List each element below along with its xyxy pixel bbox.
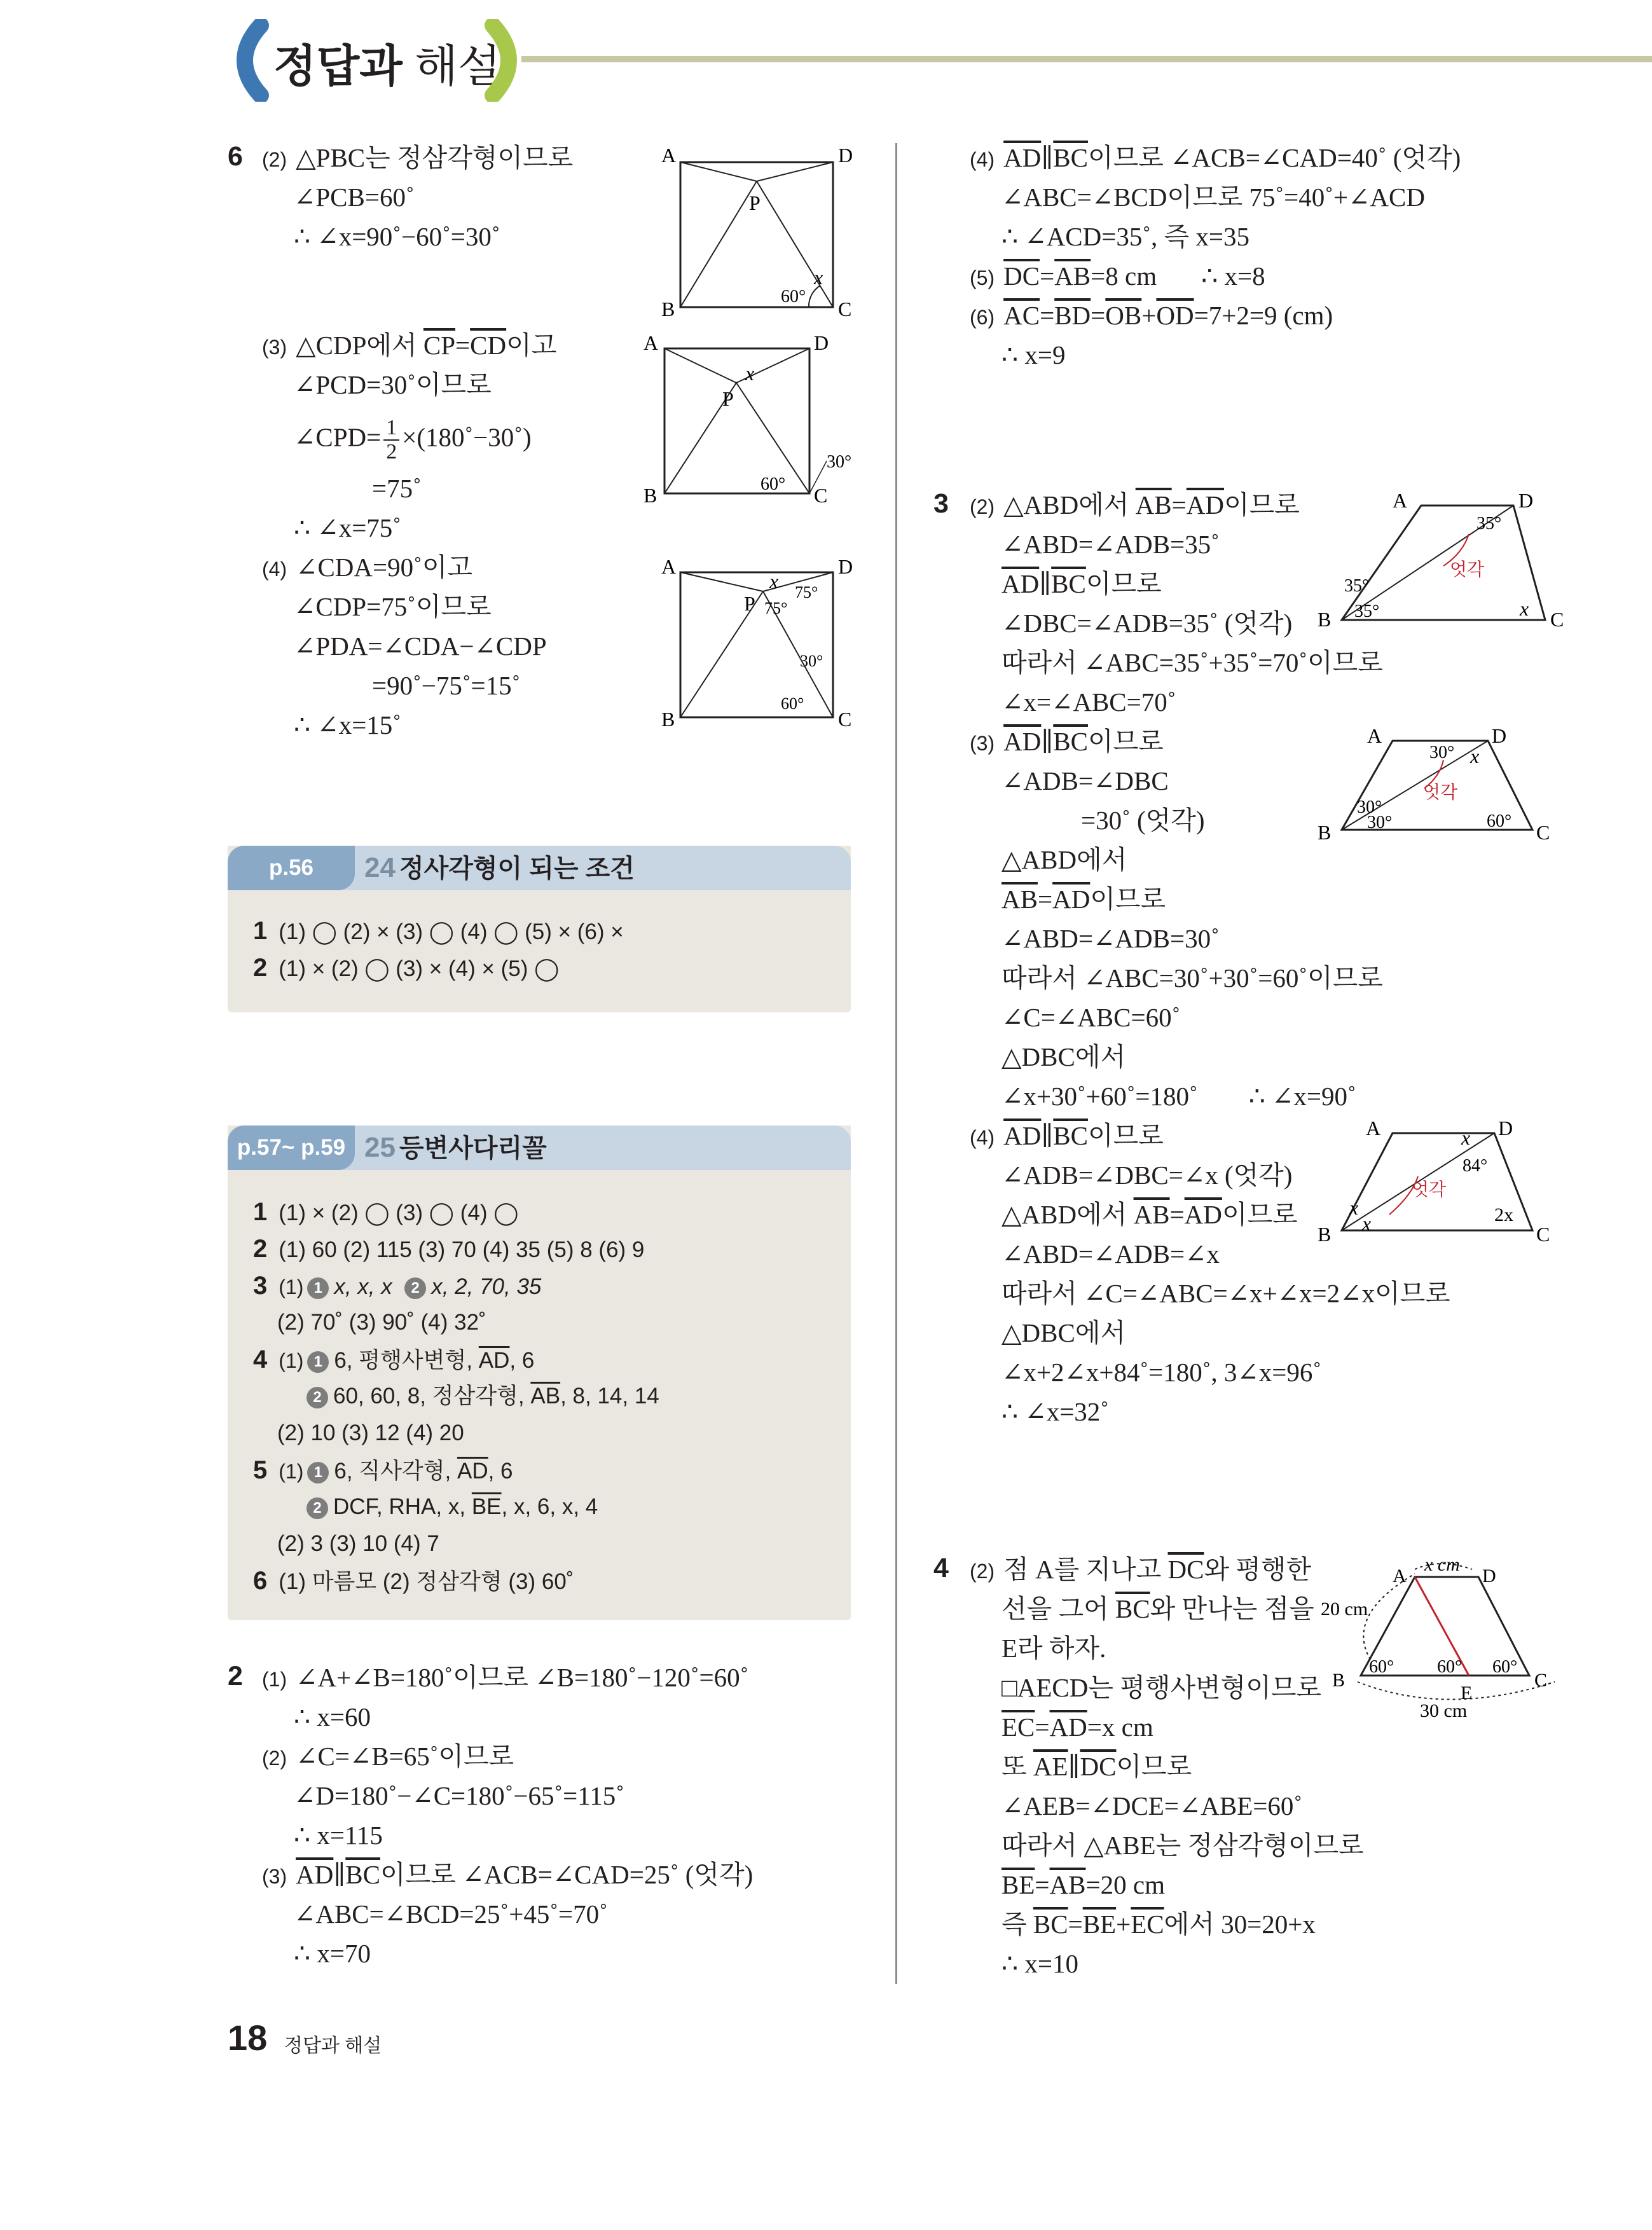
point-label: P — [744, 592, 755, 615]
q3a-line2: ∠ABD=∠ADB=35˚ — [1002, 530, 1220, 559]
step-badge: 1 — [307, 1277, 329, 1299]
vertex-label: D — [1482, 1566, 1496, 1586]
vertex-label: C — [1536, 821, 1550, 844]
square-figure-1 — [655, 143, 865, 327]
fraction: $\frac{1}{2}$ — [383, 416, 399, 464]
question-number: 3 — [933, 488, 949, 519]
angle-label: 35° — [1476, 514, 1502, 533]
vertex-label: D — [838, 555, 853, 578]
vertex-label: C — [1536, 1223, 1550, 1246]
q2-line4: ∠D=180˚−∠C=180˚−65˚=115˚ — [294, 1781, 624, 1810]
q4-line11: ∴ x=10 — [1002, 1949, 1078, 1978]
angle-label: 30° — [1367, 813, 1393, 832]
q4-line7: ∠AEB=∠DCE=∠ABE=60˚ — [1002, 1791, 1303, 1820]
answer-row: 2 DCF, RHA, x, $\overline{BE}$, x, 6, x, 4 — [306, 1492, 598, 1522]
vertex-label: C — [1550, 608, 1564, 631]
vertex-label: D — [1498, 1119, 1513, 1139]
q3b-line6: ∠ABD=∠ADB=30˚ — [1002, 924, 1220, 953]
vertex-label: A — [644, 331, 659, 354]
answer-row: (2) 70˚ (3) 90˚ (4) 32˚ — [277, 1310, 486, 1335]
q3c-line6: △DBC에서 — [1002, 1318, 1126, 1347]
vertex-label: D — [1492, 725, 1507, 747]
angle-label: 35° — [1344, 576, 1370, 596]
length-label: 20 cm — [1321, 1599, 1368, 1620]
vertex-label: B — [661, 708, 675, 731]
q2-line2: ∴ x=60 — [294, 1702, 371, 1731]
q3b-line4: △ABD에서 — [1002, 845, 1127, 874]
step-badge: 1 — [307, 1351, 329, 1373]
vertex-label: D — [814, 331, 829, 354]
q6-s4-line3: ∠PDA=∠CDA−∠CDP — [294, 631, 547, 661]
section-title: 25 등변사다리꼴 — [364, 1132, 547, 1163]
point-label: P — [749, 191, 761, 214]
step-badge: 1 — [307, 1462, 329, 1483]
q3a-line4: ∠DBC=∠ADB=35˚ (엇각) — [1002, 609, 1293, 638]
angle-label: x — [1470, 745, 1480, 767]
angle-label: 60° — [1487, 811, 1512, 831]
question-number: 6 — [228, 141, 243, 172]
q2-line7: ∠ABC=∠BCD=25˚+45˚=70˚ — [294, 1899, 608, 1929]
answer-row: 2 (1) × (2) ◯ (3) × (4) × (5) ◯ — [253, 954, 560, 982]
alternate-angle-tag: 엇각 — [1450, 560, 1485, 580]
q6-s2-line3: ∴ ∠x=90˚−60˚=30˚ — [294, 222, 500, 251]
q4-line8: 따라서 △ABE는 정삼각형이므로 — [1002, 1831, 1364, 1860]
q3c-line5: 따라서 ∠C=∠ABC=∠x+∠x=2∠x이므로 — [1002, 1279, 1450, 1308]
q4-line3: E라 하자. — [1002, 1634, 1106, 1663]
vertex-label: B — [1318, 1223, 1332, 1246]
vertex-label: A — [1393, 490, 1408, 512]
q4-line5: $\overline{EC}=\overline{AD}=x$ cm — [1002, 1712, 1153, 1742]
vertex-label: A — [661, 555, 677, 578]
q6-s4-line5: ∴ ∠x=15˚ — [294, 710, 401, 740]
q6-s3-line4: =75˚ — [372, 474, 422, 503]
angle-label: 2x — [1494, 1204, 1513, 1225]
q3c-line4: ∠ABD=∠ADB=∠x — [1002, 1239, 1220, 1269]
angle-label: 30° — [800, 652, 823, 670]
r-top-line4: (5) $\overline{DC}=\overline{AB}=8$ cm ∴ x=8 — [970, 261, 1265, 291]
length-label: 30 cm — [1420, 1700, 1468, 1721]
length-label: x cm — [1424, 1554, 1460, 1575]
alternate-angle-tag: 엇각 — [1412, 1180, 1447, 1200]
angle-label: 30° — [1429, 743, 1455, 762]
q3c-line8: ∴ ∠x=32˚ — [1002, 1397, 1109, 1426]
q3c-line2: ∠ADB=∠DBC=∠x (엇각) — [1002, 1160, 1293, 1190]
q4-line1: (2) 점 A를 지나고 $\overline{DC}$와 평행한 — [970, 1555, 1312, 1584]
angle-label: 60° — [761, 474, 786, 494]
q3b-line3: =30˚ (엇각) — [1081, 806, 1205, 835]
q3c-line3: △ABD에서 $\overline{AB}=\overline{AD}$이므로 — [1002, 1200, 1298, 1229]
q6-s3-line1: (3) △CDP에서 $\overline{CP}=\overline{CD}$이고 — [262, 331, 557, 360]
vertex-label: D — [1518, 490, 1534, 512]
answer-row: 2 60, 60, 8, 정삼각형, $\overline{AB}$, 8, 14, 14 — [306, 1381, 659, 1412]
answer-row: 1 (1) × (2) ◯ (3) ◯ (4) ◯ — [253, 1198, 519, 1226]
angle-label: x — [1461, 1126, 1471, 1149]
angle-label: 60° — [1369, 1657, 1394, 1677]
section-title: 24 정사각형이 되는 조건 — [364, 852, 635, 883]
q3b-line1: (3) $\overline{AD}\parallel\overline{BC}$이므로 — [970, 727, 1164, 756]
r-top-line1: (4) $\overline{AD}\parallel\overline{BC}$이므로 ∠ACB=∠CAD=40˚ (엇각) — [970, 143, 1461, 172]
q4-line2: 선을 그어 $\overline{BC}$와 만나는 점을 — [1002, 1594, 1314, 1623]
q2-line5: ∴ x=115 — [294, 1820, 383, 1850]
r-top-line3: ∴ ∠ACD=35˚, 즉 x=35 — [1002, 222, 1250, 251]
vertex-label: C — [838, 708, 852, 731]
vertex-label: C — [1534, 1670, 1548, 1691]
angle-label: 75° — [795, 583, 818, 602]
q4-line10: 즉 $\overline{BC}=\overline{BE}+\overline{EC}$에서 30=20+x — [1002, 1910, 1316, 1939]
angle-label: 30° — [1357, 797, 1382, 817]
q6-s3-line3: ∠CPD= $\frac{1}{2}$ ×(180˚−30˚) — [294, 416, 532, 464]
step-badge: 2 — [306, 1387, 328, 1408]
q6-s3-line2: ∠PCD=30˚이므로 — [294, 370, 492, 399]
vertex-label: A — [1367, 725, 1382, 747]
angle-label: x — [745, 362, 755, 385]
trapezoid-figure-3 — [1316, 1119, 1571, 1253]
angle-label: 60° — [1492, 1657, 1518, 1677]
q3b-line9: △DBC에서 — [1002, 1042, 1126, 1071]
r-top-line6: ∴ x=9 — [1002, 340, 1066, 369]
trapezoid-figure-2 — [1316, 725, 1571, 852]
vertex-label: E — [1461, 1683, 1473, 1703]
page-number: 18 — [228, 2018, 268, 2058]
question-number: 2 — [228, 1661, 243, 1691]
square-figure-2 — [636, 331, 865, 515]
r-top-line5: (6) $\overline{AC}=\overline{BD}=\overline{OB}+\overline{OD}=7+2=9$ (cm) — [970, 301, 1333, 330]
angle-label: 75° — [764, 599, 788, 617]
vertex-label: B — [644, 484, 657, 507]
q6-s4-line4: =90˚−75˚=15˚ — [372, 671, 521, 700]
page-header-title: 정답과 해설 — [273, 41, 501, 91]
q4-line4: □AECD는 평행사변형이므로 — [1002, 1673, 1322, 1702]
answer-row: 2 (1) 60 (2) 115 (3) 70 (4) 35 (5) 8 (6) 9 — [253, 1235, 645, 1263]
answer-row: (2) 3 (3) 10 (4) 7 — [277, 1531, 439, 1556]
step-badge: 2 — [306, 1497, 328, 1519]
q6-s3-line5: ∴ ∠x=75˚ — [294, 513, 401, 542]
vertex-label: A — [661, 144, 677, 167]
angle-label: x — [1520, 597, 1529, 620]
q3c-line1: (4) $\overline{AD}\parallel\overline{BC}$이므로 — [970, 1121, 1164, 1150]
r-top-line2: ∠ABC=∠BCD이므로 75˚=40˚+∠ACD — [1002, 182, 1425, 212]
header-left-bracket-icon — [223, 19, 280, 102]
vertex-label: B — [1318, 821, 1332, 844]
page-tab: p.56 — [228, 846, 355, 890]
vertex-label: C — [838, 298, 852, 320]
answer-row: 5 (1) 1 6, 직사각형, $\overline{AD}$, 6 — [253, 1456, 513, 1484]
alternate-angle-tag: 엇각 — [1423, 783, 1458, 802]
q3b-line10: ∠x+30˚+60˚=180˚ ∴ ∠x=90˚ — [1002, 1082, 1356, 1111]
q3a-line3: $\overline{AD}\parallel\overline{BC}$이므로 — [1002, 569, 1162, 598]
vertex-label: B — [661, 298, 675, 320]
q3b-line2: ∠ADB=∠DBC — [1002, 766, 1169, 795]
angle-label: 35° — [1354, 602, 1380, 621]
q3b-line5: $\overline{AB}=\overline{AD}$이므로 — [1002, 884, 1166, 914]
q3c-line7: ∠x+2∠x+84˚=180˚, 3∠x=96˚ — [1002, 1358, 1322, 1387]
q2-line8: ∴ x=70 — [294, 1939, 371, 1968]
answer-row: 6 (1) 마름모 (2) 정삼각형 (3) 60˚ — [253, 1567, 574, 1595]
vertex-label: B — [1318, 608, 1332, 631]
q4-line6: 또 $\overline{AE}\parallel\overline{DC}$이므로 — [1002, 1752, 1192, 1781]
q3a-line6: ∠x=∠ABC=70˚ — [1002, 687, 1176, 717]
vertex-label: A — [1393, 1566, 1407, 1586]
point-label: P — [722, 387, 734, 410]
trapezoid-figure-1 — [1316, 490, 1571, 636]
q3a-line5: 따라서 ∠ABC=35˚+35˚=70˚이므로 — [1002, 648, 1383, 677]
square-figure-3 — [655, 553, 865, 738]
column-divider — [895, 143, 897, 1984]
question-number: 4 — [933, 1553, 949, 1583]
q6-s4-line1: (4) ∠CDA=90˚이고 — [262, 553, 473, 582]
trapezoid-figure-4 — [1319, 1545, 1574, 1723]
angle-label: 60° — [781, 694, 804, 713]
answer-row: 4 (1) 1 6, 평행사변형, $\overline{AD}$, 6 — [253, 1346, 535, 1373]
vertex-label: C — [814, 484, 828, 507]
q2-line1: (1) ∠A+∠B=180˚이므로 ∠B=180˚−120˚=60˚ — [262, 1663, 749, 1692]
angle-label: 84° — [1463, 1156, 1488, 1176]
q3a-line1: (2) △ABD에서 $\overline{AB}=\overline{AD}$이므로 — [970, 490, 1300, 520]
q6-s2-line2: ∠PCB=60˚ — [294, 182, 415, 212]
angle-label: 60° — [1437, 1657, 1463, 1677]
step-badge: 2 — [404, 1277, 426, 1299]
vertex-label: D — [838, 144, 853, 167]
q6-s4-line2: ∠CDP=75˚이므로 — [294, 592, 492, 621]
vertex-label: B — [1332, 1670, 1346, 1691]
q2-line3: (2) ∠C=∠B=65˚이므로 — [262, 1742, 514, 1771]
angle-label: x — [1349, 1196, 1359, 1219]
answer-box-p56 — [228, 846, 851, 1012]
q2-line6: (3) $\overline{AD}\parallel\overline{BC}$이므로 ∠ACB=∠CAD=25˚ (엇각) — [262, 1860, 754, 1889]
angle-label: 60° — [781, 287, 806, 306]
answer-box-p57-59 — [228, 1125, 851, 1620]
vertex-label: A — [1366, 1119, 1381, 1139]
answer-row: 1 (1) ◯ (2) × (3) ◯ (4) ◯ (5) × (6) × — [253, 917, 624, 945]
angle-label: x — [814, 266, 823, 289]
page-tab: p.57~ p.59 — [228, 1125, 355, 1170]
angle-label: x — [1362, 1212, 1372, 1235]
q3b-line7: 따라서 ∠ABC=30˚+30˚=60˚이므로 — [1002, 963, 1383, 993]
q4-line9: $\overline{BE}=\overline{AB}=20$ cm — [1002, 1870, 1165, 1899]
angle-label: 30° — [827, 452, 852, 472]
answer-row: 3 (1) 1 x, x, x 2 x, 2, 70, 35 — [253, 1272, 542, 1300]
footer-label: 정답과 해설 — [284, 2035, 382, 2056]
answer-row: (2) 10 (3) 12 (4) 20 — [277, 1421, 464, 1445]
q6-s2-line1: (2) △PBC는 정삼각형이므로 — [262, 143, 574, 172]
angle-label: x — [769, 570, 779, 593]
header-rule — [521, 56, 1652, 62]
q3b-line8: ∠C=∠ABC=60˚ — [1002, 1003, 1181, 1032]
